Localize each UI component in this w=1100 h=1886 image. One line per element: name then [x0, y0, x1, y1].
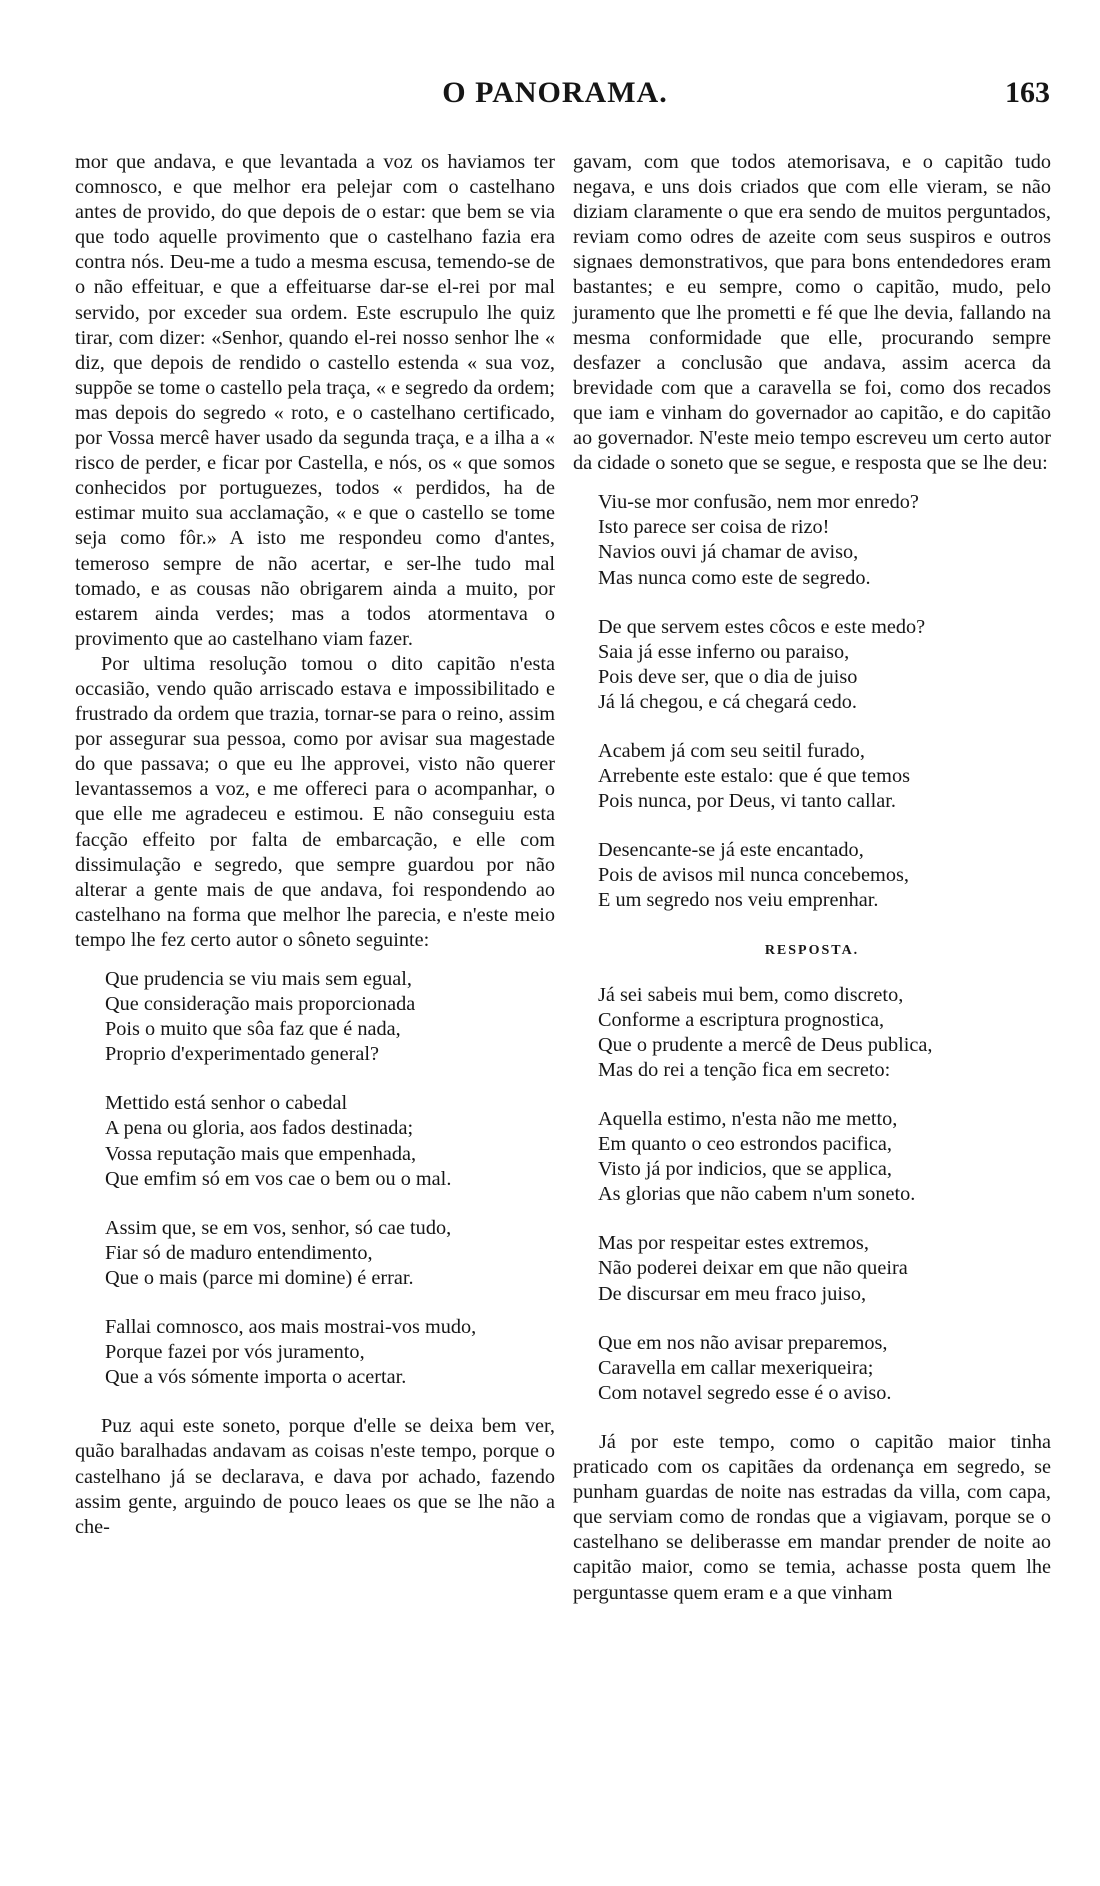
stanza	[75, 1091, 555, 1191]
verse-line: Isto parece ser coisa de rizo!	[598, 516, 830, 539]
verse-line: As glorias que não cabem n'um soneto.	[598, 1183, 916, 1206]
verse-line: Proprio d'experimentado general?	[105, 1043, 379, 1066]
stanza	[573, 1231, 1051, 1306]
verse-line: Que a vós sómente importa o acertar.	[105, 1366, 407, 1389]
stanza	[573, 1331, 1051, 1406]
verse-line: Viu-se mor confusão, nem mor enredo?	[598, 491, 919, 514]
verse-line: Pois nunca, por Deus, vi tanto callar.	[598, 790, 896, 813]
verse-line: Fallai comnosco, aos mais mostrai-vos mudo,	[105, 1316, 477, 1339]
stanza	[573, 490, 1051, 590]
verse-line: Que o mais (parce mi domine) é errar.	[105, 1266, 414, 1289]
page-header	[60, 76, 1050, 116]
verse-line: Arrebente este estalo: que é que temos	[598, 765, 910, 788]
verse-line: Caravella em callar mexeriqueira;	[598, 1356, 874, 1379]
verse-line: Já lá chegou, e cá chegará cedo.	[598, 690, 857, 713]
stanza	[573, 983, 1051, 1083]
verse-line: Vossa reputação mais que empenhada,	[105, 1142, 417, 1165]
verse-line: Pois deve ser, que o dia de juiso	[598, 665, 858, 688]
paragraph: Por ultima resolução tomou o dito capitão n'esta occasião, vendo quão arriscado estava e impossibilitado e frustrado da ordem que trazia, tornar-se para o reino, assim por assegurar sua pessoa, como por avisar sua magestade do que passava; o que eu lhe approvei, visto não querer levantassemos a voz, e me offereci para o acompanhar, o que elle me agradeceu e estimou. E não conseguiu esta facção effeito por falta de embarcação, e elle com dissimulação e segredo, que sempre guardou por não alterar a gente mais de que andava, foi respondendo ao castelhano na forma que melhor lhe parecia, e n'este meio tempo lhe fez certo autor o sôneto seguinte:	[75, 652, 555, 951]
verse-line: Fiar só de maduro entendimento,	[105, 1241, 373, 1264]
newspaper-title: O PANORAMA.	[442, 76, 668, 109]
sonnet	[75, 967, 555, 1390]
stanza	[573, 615, 1051, 715]
verse-line: Que prudencia se viu mais sem egual,	[105, 968, 412, 990]
verse-line: Pois de avisos mil nunca concebemos,	[598, 864, 909, 887]
verse-line: Com notavel segredo esse é o aviso.	[598, 1381, 892, 1404]
stanza	[75, 1216, 555, 1291]
sonnet-reply	[573, 983, 1051, 1406]
verse-line: Navios ouvi já chamar de aviso,	[598, 541, 859, 564]
verse-line: Aquella estimo, n'esta não me metto,	[598, 1108, 898, 1130]
verse-line: Assim que, se em vos, senhor, só cae tudo,	[105, 1216, 452, 1239]
stanza	[573, 838, 1051, 913]
verse-line: Em quanto o ceo estrondos pacifica,	[598, 1133, 892, 1156]
verse-line: Não poderei deixar em que não queira	[598, 1257, 908, 1280]
resposta-heading: RESPOSTA.	[764, 942, 860, 958]
verse-line: E um segredo nos veiu emprenhar.	[598, 889, 879, 912]
verse-line: Visto já por indicios, que se applica,	[598, 1158, 892, 1181]
stanza	[573, 739, 1051, 814]
paragraph: gavam, com que todos atemorisava, e o capitão tudo negava, e uns dois criados que com elle vieram, se não diziam claramente o que era sendo de muitos perguntados, reviam como odres de azeite com seus suspiros e outros signaes demonstrativos, que para bons entendedores eram bastantes; e eu sempre, como o capitão, mudo, pelo juramento que lhe prometti e fé que lhe devia, fallando na mesma conformidade que elle, procurando sempre desfazer a conclusão que andava, assim acerca da brevidade com que a caravella se foi, como dos recados que iam e vinham do governador ao capitão, e do capitão ao governador. N'este meio tempo escreveu um certo autor da cidade o soneto que se segue, e resposta que se lhe deu:	[573, 151, 1051, 475]
verse-line: Mas por respeitar estes extremos,	[598, 1232, 869, 1255]
stanza	[573, 1107, 1051, 1207]
verse-line: Saia já esse inferno ou paraiso,	[598, 640, 850, 663]
left-column	[75, 150, 555, 1540]
verse-line: Que o prudente a mercê de Deus publica,	[598, 1033, 933, 1056]
page-number: 163	[1005, 76, 1050, 109]
verse-line: Mas do rei a tenção fica em secreto:	[598, 1058, 891, 1081]
verse-line: A pena ou gloria, aos fados destinada;	[105, 1117, 414, 1140]
verse-line: Acabem já com seu seitil furado,	[598, 739, 865, 762]
verse-line: Desencante-se já este encantado,	[598, 839, 864, 862]
verse-line: Mas nunca como este de segredo.	[598, 566, 871, 589]
verse-line: Que emfim só em vos cae o bem ou o mal.	[105, 1167, 452, 1190]
stanza	[75, 967, 555, 1067]
verse-line: De discursar em meu fraco juiso,	[598, 1282, 867, 1305]
sonnet	[573, 490, 1051, 913]
verse-line: Que consideração mais proporcionada	[105, 993, 416, 1016]
paragraph: Puz aqui este soneto, porque d'elle se deixa bem ver, quão baralhadas andavam as coisas n'este tempo, porque o castelhano já se declarava, e dava por achado, fazendo assim gente, arguindo de pouco leaes os que se lhe não a che-	[75, 1415, 555, 1538]
verse-line: De que servem estes côcos e este medo?	[598, 615, 926, 638]
paragraph: mor que andava, e que levantada a voz os haviamos ter comnosco, e que melhor era pelejar com o castelhano antes de provido, do que depois de o estar: que bem se via que todo aquelle provimento que o castelhano fazia era contra nós. Deu-me a tudo a mesma escusa, temendo-se de o não effeituar, e que a effeituarse dar-se el-rei por mal servido, por exceder sua ordem. Este escrupulo lhe quiz tirar, com dizer: «Senhor, quando el-rei nosso senhor lhe « diz, que depois de rendido o castello estenda « sua voz, suppõe se tome o castello pela traça, « e segredo da ordem; mas depois do segredo « roto, e o castelhano certificado, por Vossa mercê haver usado da segunda traça, e a ilha a « risco de perder, e ficar por Castella, e nós, os « que somos conhecidos por portuguezes, todos « perdidos, ha de estimar muito sua acclamação, « e que o castello se tome seja como fôr.» A isto me respondeu como d'antes, temeroso sempre de não acertar, e ser-lhe tudo mal tomado, e as cousas não obrigarem ainda a muito, por estarem ainda verdes; mas a todos atormentava o provimento que ao castelhano viam fazer.	[75, 151, 555, 650]
verse-line: Já sei sabeis mui bem, como discreto,	[598, 983, 904, 1006]
verse-line: Mettido está senhor o cabedal	[105, 1092, 348, 1115]
paragraph: Já por este tempo, como o capitão maior tinha praticado com os capitães da ordenança em segredo, se punham guardas de noite nas estradas da villa, com capa, que serviam como de rondas que a vigiavam, porque se o castelhano se deliberasse em mandar prender de noite ao capitão maior, como se temia, achasse posta quem lhe perguntasse quem eram e a que vinham	[573, 1430, 1051, 1604]
verse-line: Que em nos não avisar preparemos,	[598, 1331, 888, 1354]
verse-line: Conforme a escriptura prognostica,	[598, 1008, 885, 1031]
stanza	[75, 1315, 555, 1390]
right-column	[573, 150, 1051, 1606]
verse-line: Porque fazei por vós juramento,	[105, 1341, 365, 1364]
verse-line: Pois o muito que sôa faz que é nada,	[105, 1018, 401, 1041]
